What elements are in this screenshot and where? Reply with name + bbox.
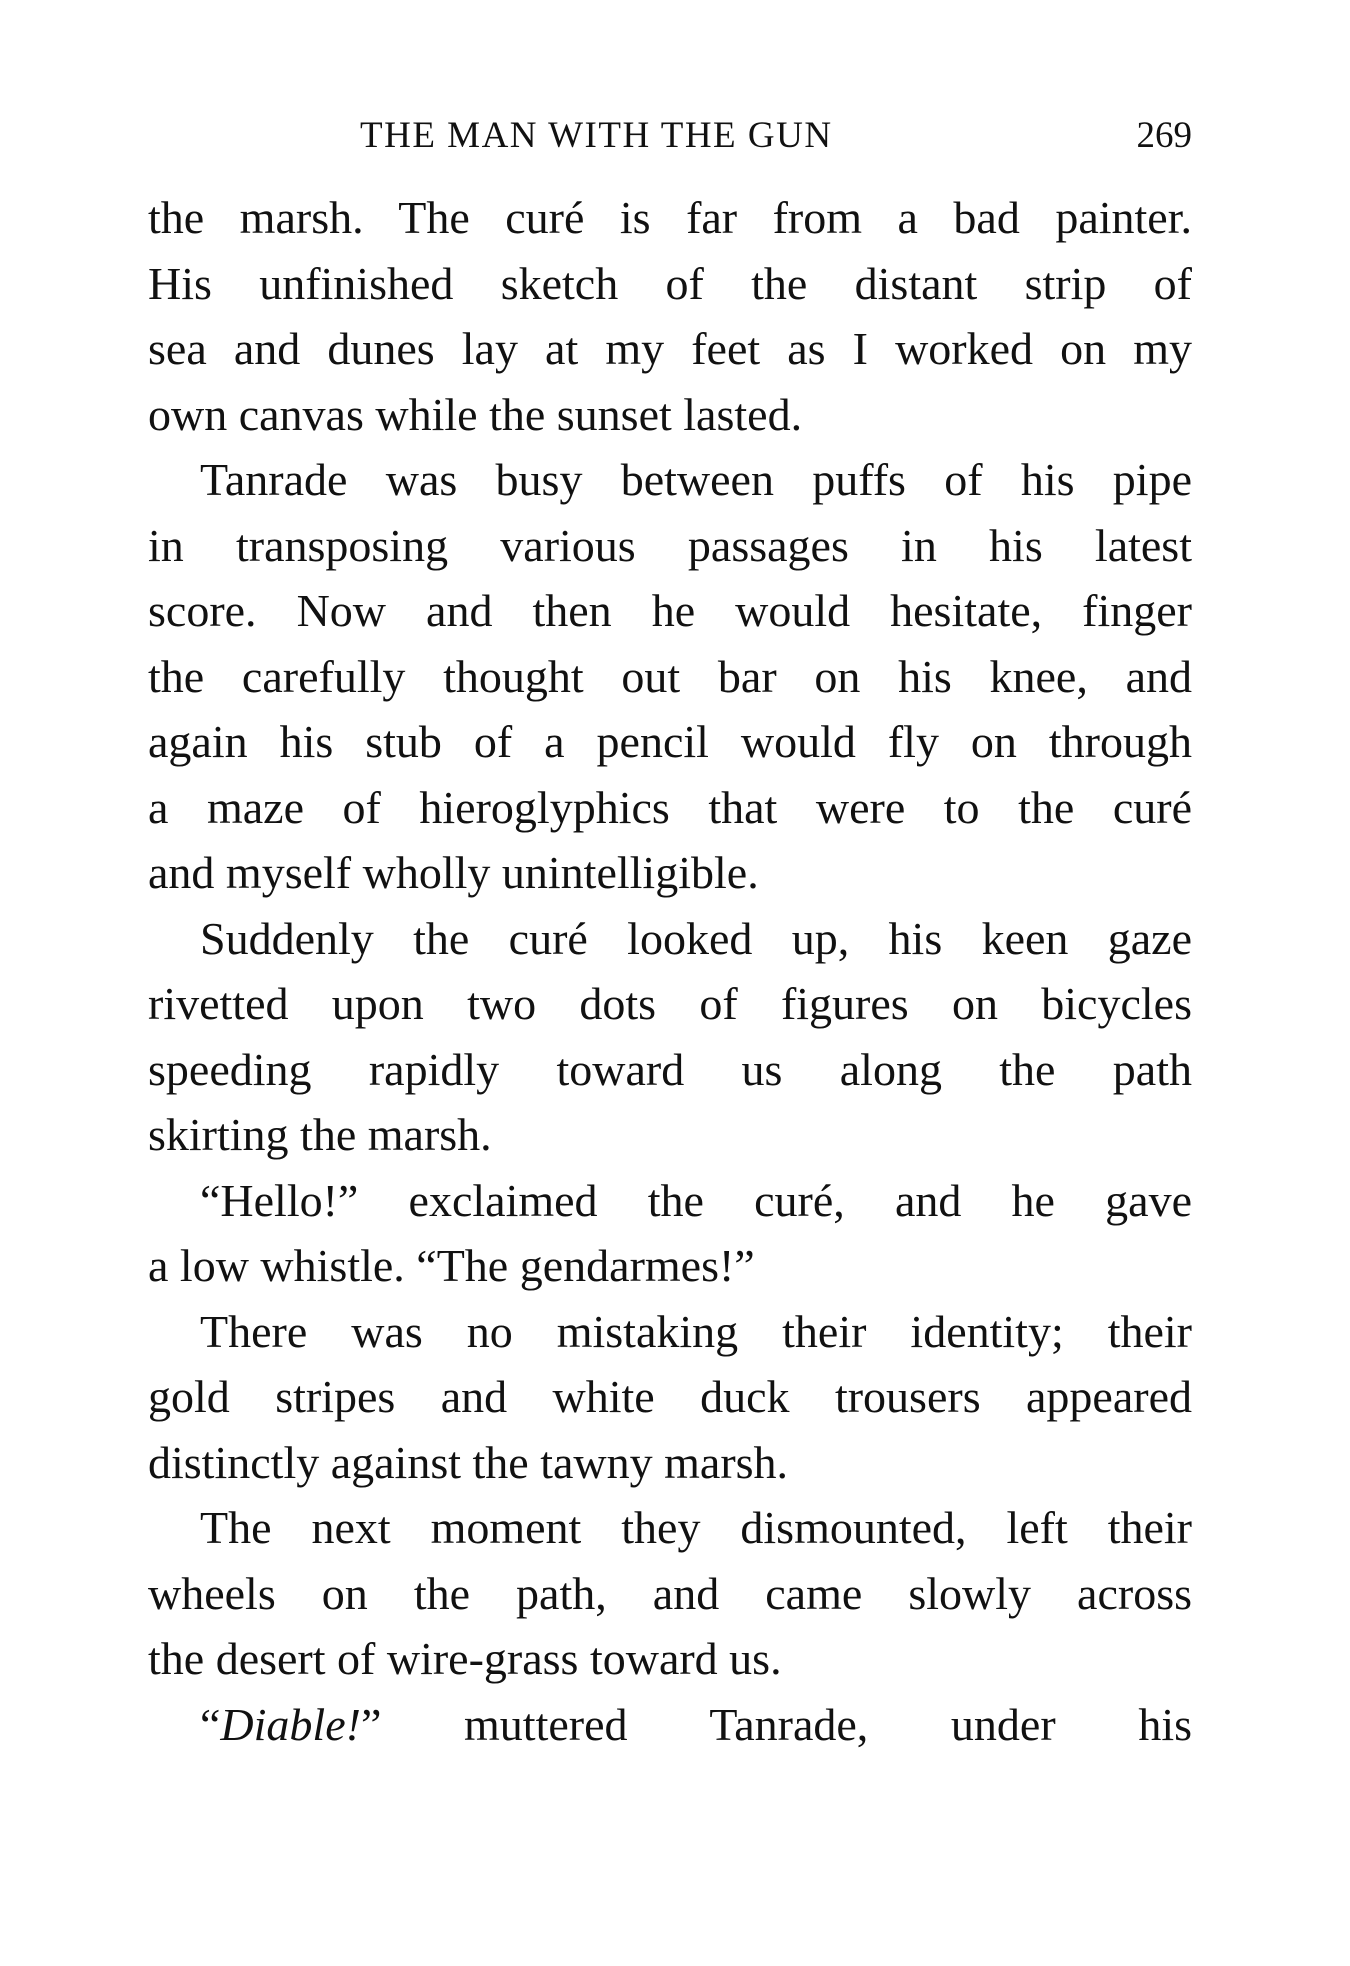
text-line: rivetted upon two dots of figures on bicycles [148,978,1192,1029]
text-line: speeding rapidly toward us along the path [148,1043,1192,1095]
text-line: and myself wholly unintelligible. [148,847,759,898]
text-line: “Hello!” exclaimed the curé, and he gave [200,1174,1192,1226]
text-line: Suddenly the curé looked up, his keen gaze [200,912,1192,964]
paragraph [148,1299,1192,1496]
text-line: The next moment they dismounted, left their [200,1502,1192,1553]
text-line: again his stub of a pencil would fly on through [148,716,1192,767]
text-line: His unfinished sketch of the distant strip of [148,257,1192,309]
paragraph [148,1692,1192,1758]
body-text [148,185,1192,1757]
final-line-rest: ” muttered Tanrade, under his [360,1698,1192,1750]
paragraph [148,1495,1192,1692]
italic-word: Diable! [220,1698,361,1750]
text-line: Tanrade was busy between puffs of his pipe [200,454,1192,505]
paragraph [148,447,1192,906]
text-line: a low whistle. “The gendarmes!” [148,1240,755,1291]
text-line: wheels on the path, and came slowly across [148,1567,1192,1619]
text-line: gold stripes and white duck trousers appeared [148,1371,1192,1422]
text-line: in transposing various passages in his latest [148,519,1192,571]
text-line: the desert of wire-grass toward us. [148,1633,782,1684]
text-line: score. Now and then he would hesitate, finger [148,585,1192,636]
text-line: a maze of hieroglyphics that were to the curé [148,781,1192,833]
text-line: distinctly against the tawny marsh. [148,1436,789,1488]
paragraph [148,906,1192,1168]
running-title: THE MAN WITH THE GUN [360,115,833,156]
text-line: sea and dunes lay at my feet as I worked on my [148,323,1192,374]
paragraph [148,1168,1192,1299]
text-line: the marsh. The curé is far from a bad painter. [148,192,1192,243]
text-line: skirting the marsh. [148,1109,492,1160]
text-line: own canvas while the sunset lasted. [148,388,803,440]
running-head [148,108,1192,164]
paragraph [148,185,1192,447]
open-quote: “ [200,1698,221,1750]
text-line: the carefully thought out bar on his knee, and [148,650,1192,702]
final-text-line [148,1692,1192,1758]
text-line: There was no mistaking their identity; their [200,1305,1192,1357]
page-number: 269 [1136,115,1192,156]
